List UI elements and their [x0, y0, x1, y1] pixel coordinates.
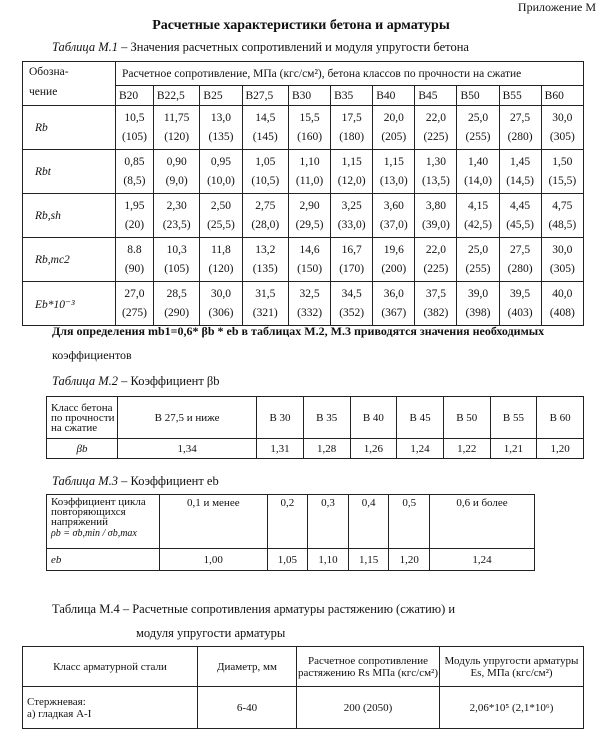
table3-caption-text: – Коэффициент eb — [118, 474, 219, 488]
table1-cell — [289, 282, 331, 326]
table2-value-7: 1,20 — [537, 439, 584, 459]
table3-value-3: 1,15 — [348, 549, 389, 571]
table4-head-3: Модуль упругости арматуры Es, МПа (кгс/см²) — [440, 647, 584, 687]
table1-cell-value: 10,5 — [124, 111, 145, 124]
table2-class-1: B 30 — [257, 397, 304, 439]
table1-cell — [373, 106, 415, 150]
table1-cell — [415, 106, 457, 150]
table1-cell-value-kgf: (290) — [164, 306, 190, 319]
table1-cell — [373, 282, 415, 326]
table4 — [22, 646, 584, 729]
table1-cell-value: 2,90 — [299, 199, 320, 212]
table1-cell-value: 1,40 — [467, 155, 489, 168]
table1-cell-value-kgf: (37,0) — [379, 218, 408, 231]
table2-caption-num: Таблица М.2 — [52, 374, 118, 388]
table1-cell-value: 22,0 — [425, 243, 446, 256]
table1-cell — [116, 282, 154, 326]
table3-col-5: 0,6 и более — [430, 495, 535, 549]
table3-value-4: 1,20 — [389, 549, 430, 571]
table1-cell-value: 16,7 — [341, 243, 362, 256]
table1-cell — [200, 150, 242, 194]
table1-cell-value-kgf: (398) — [465, 306, 491, 319]
table1-cell-value-kgf: (45,5) — [506, 218, 535, 231]
table1-cell-value-kgf: (180) — [339, 130, 365, 143]
table4-row-label-2: а) гладкая А-I — [27, 707, 92, 720]
table1-cell-value-kgf: (10,5) — [251, 174, 280, 187]
table1-cell — [541, 282, 583, 326]
table1-cell-value: 27,0 — [124, 287, 145, 300]
table2-caption — [52, 374, 220, 389]
table1-cell — [331, 150, 373, 194]
table2-value-3: 1,26 — [350, 439, 397, 459]
table1-cell-value-kgf: (48,5) — [548, 218, 577, 231]
table1-class-0: B20 — [116, 86, 154, 106]
table2-value-2: 1,28 — [303, 439, 350, 459]
table1-cell — [457, 238, 499, 282]
table2-row-label: βb — [47, 439, 118, 459]
table1-cell-value: 2,30 — [166, 199, 187, 212]
table1-cell-value: 1,45 — [510, 155, 531, 168]
table1-cell — [242, 238, 289, 282]
table1-cell — [289, 194, 331, 238]
table1-class-5: B35 — [331, 86, 373, 106]
table1-row-label: Rbt — [23, 150, 116, 194]
table3-caption-num: Таблица М.3 — [52, 474, 118, 488]
table1-row-label: Rb,mc2 — [23, 238, 116, 282]
table1-cell-value: 11,8 — [211, 243, 231, 256]
table1-cell — [499, 238, 541, 282]
table1-cell — [457, 150, 499, 194]
table3 — [46, 494, 535, 571]
table2-value-row — [47, 439, 584, 459]
table1-cell-value: 2,50 — [210, 199, 232, 212]
table1-cell — [541, 238, 583, 282]
table2-class-3: B 40 — [350, 397, 397, 439]
table4-caption-line2: модуля упругости арматуры — [136, 626, 286, 640]
table1-cell — [116, 238, 154, 282]
table1-row — [23, 194, 584, 238]
table2-value-5: 1,22 — [443, 439, 490, 459]
table2-class-7: B 60 — [537, 397, 584, 439]
table4-head-row — [23, 647, 584, 687]
table1-cell — [200, 238, 242, 282]
table1-caption-num: Таблица М.1 — [52, 40, 118, 54]
table1-cell-value-kgf: (11,0) — [295, 174, 324, 187]
table3-head-row — [47, 495, 535, 549]
table1-cell — [499, 150, 541, 194]
table1-cell-value: 14,5 — [255, 111, 276, 124]
table3-value-2: 1,10 — [308, 549, 349, 571]
table1-class-3: B27,5 — [242, 86, 289, 106]
table1-class-8: B50 — [457, 86, 499, 106]
table2-head-row — [47, 397, 584, 439]
table3-value-row — [47, 549, 535, 571]
table1-cell — [116, 194, 154, 238]
table1-cell — [331, 282, 373, 326]
table1-cell-value: 1,15 — [341, 155, 362, 168]
table1-cell-value: 17,5 — [341, 111, 362, 124]
table1-cell-value-kgf: (255) — [465, 262, 491, 275]
table1-cell-value: 40,0 — [552, 287, 573, 300]
table1-cell-value-kgf: (403) — [507, 306, 533, 319]
table4-head-1: Диаметр, мм — [198, 647, 297, 687]
table1-cell-value: 34,5 — [341, 287, 362, 300]
table1-cell — [457, 282, 499, 326]
table1-cell-value: 19,6 — [383, 243, 404, 256]
table3-col-3: 0,4 — [348, 495, 389, 549]
table1-cell-value-kgf: (25,5) — [207, 218, 235, 231]
table2-value-4: 1,24 — [397, 439, 444, 459]
table2-class-4: B 45 — [397, 397, 444, 439]
table1-cell-value: 4,15 — [467, 199, 489, 212]
table2-class-6: B 55 — [490, 397, 537, 439]
table1-cell — [457, 194, 499, 238]
table1-cell — [499, 194, 541, 238]
table3-col-1: 0,2 — [267, 495, 308, 549]
table1-cell — [242, 106, 289, 150]
table1-cell-value: 27,5 — [510, 243, 531, 256]
table1-class-6: B40 — [373, 86, 415, 106]
table1-cell — [153, 150, 200, 194]
table1-cell — [331, 238, 373, 282]
table1-cell-value: 27,5 — [510, 111, 531, 124]
table1-cell-value-kgf: (352) — [339, 306, 365, 319]
table1-cell-value: 1,05 — [255, 155, 276, 168]
table2-value-6: 1,21 — [490, 439, 537, 459]
table1-cell-value: 1,50 — [552, 155, 573, 168]
table1-cell-value-kgf: (28,0) — [251, 218, 280, 231]
table4-head-0: Класс арматурной стали — [23, 647, 198, 687]
table1-cell — [457, 106, 499, 150]
table1-row — [23, 150, 584, 194]
table3-row-label: eb — [47, 549, 160, 571]
table4-class-cell — [23, 687, 198, 729]
table1-cell-value-kgf: (105) — [121, 130, 147, 143]
table1-cell — [415, 238, 457, 282]
table1-cell-value-kgf: (255) — [465, 130, 491, 143]
page-title: Расчетные характеристики бетона и арматуры — [152, 18, 450, 33]
table1-cell-value-kgf: (280) — [507, 262, 533, 275]
table1-head-col1-line1: Обозна- — [29, 66, 69, 78]
table1-class-10: B60 — [541, 86, 583, 106]
table1-row — [23, 106, 584, 150]
table1-cell-value-kgf: (205) — [381, 130, 407, 143]
table1-class-9: B55 — [499, 86, 541, 106]
table1-head-col1 — [23, 62, 116, 106]
table1-cell-value-kgf: (20) — [124, 218, 145, 231]
table1-cell-value: 3,25 — [341, 199, 362, 212]
table1-cell-value-kgf: (367) — [381, 306, 407, 319]
table1-cell-value: 30,0 — [552, 111, 573, 124]
table1-cell-value: 25,0 — [467, 243, 489, 256]
table1-class-1: B22,5 — [153, 86, 200, 106]
table2-value-1: 1,31 — [257, 439, 304, 459]
table1-cell-value: 39,5 — [510, 287, 531, 300]
table1-cell-value-kgf: (23,5) — [162, 218, 191, 231]
table3-head-cell — [47, 495, 160, 549]
table1-cell — [242, 282, 289, 326]
table1-cell-value-kgf: (29,5) — [295, 218, 324, 231]
table3-value-1: 1,05 — [267, 549, 308, 571]
table1-cell-value: 3,60 — [383, 199, 404, 212]
table1-cell-value: 37,5 — [425, 287, 446, 300]
table4-row — [23, 687, 584, 729]
table2-value-0: 1,34 — [118, 439, 257, 459]
table2-class-2: B 35 — [303, 397, 350, 439]
table1-cell-value: 1,10 — [299, 155, 320, 168]
table1-row-label: Rb,sh — [23, 194, 116, 238]
table1-cell-value: 0,95 — [210, 155, 232, 168]
table2-class-5: B 50 — [443, 397, 490, 439]
table4-diameter: 6-40 — [198, 687, 297, 729]
table1-cell — [242, 150, 289, 194]
table3-value-0: 1,00 — [160, 549, 268, 571]
table1-cell-value-kgf: (382) — [423, 306, 449, 319]
table1-cell-value-kgf: (120) — [164, 130, 190, 143]
table1-cell-value: 0,90 — [166, 155, 187, 168]
table1-cell — [153, 106, 200, 150]
table1-cell-value-kgf: (9,0) — [165, 174, 188, 187]
table3-caption — [52, 474, 219, 489]
table1-cell-value-kgf: (280) — [507, 130, 533, 143]
table1-cell — [116, 106, 154, 150]
table1-class-4: B30 — [289, 86, 331, 106]
table1-cell — [200, 282, 242, 326]
table1-cell — [153, 282, 200, 326]
note-line1: Для определения mb1=0,6* βb * eb в таблицах М.2, М.3 приводятся значения необходимых — [52, 324, 545, 338]
table1-cell-value-kgf: (160) — [297, 130, 323, 143]
table1-cell-value: 36,0 — [383, 287, 404, 300]
table1-cell-value: 8.8 — [127, 243, 142, 256]
table1-cell — [153, 238, 200, 282]
table2 — [46, 396, 584, 459]
table1-cell — [153, 194, 200, 238]
table1 — [22, 61, 584, 326]
table1-cell — [415, 194, 457, 238]
table1-cell-value: 1,95 — [124, 199, 145, 212]
table1-cell-value-kgf: (200) — [381, 262, 407, 275]
table1-cell-value-kgf: (33,0) — [337, 218, 366, 231]
table1-cell-value: 28,5 — [166, 287, 187, 300]
table1-cell-value-kgf: (135) — [252, 262, 278, 275]
table1-cell-value-kgf: (10,0) — [207, 174, 235, 187]
appendix-label: Приложение М — [517, 0, 596, 14]
table1-cell-value-kgf: (135) — [208, 130, 234, 143]
table1-cell-value-kgf: (145) — [252, 130, 278, 143]
table1-cell — [116, 150, 154, 194]
table3-value-5: 1,24 — [430, 549, 535, 571]
table1-cell-value: 22,0 — [425, 111, 446, 124]
table1-cell-value-kgf: (321) — [252, 306, 278, 319]
table1-cell-value: 15,5 — [299, 111, 320, 124]
table1-cell-value: 39,0 — [467, 287, 489, 300]
table1-cell-value-kgf: (408) — [549, 306, 575, 319]
table1-cell — [200, 106, 242, 150]
table1-row-label: Rb — [23, 106, 116, 150]
table1-cell-value-kgf: (90) — [124, 262, 145, 275]
table1-cell-value-kgf: (225) — [423, 262, 449, 275]
table1-head-col1-line2: чение — [29, 86, 58, 98]
table1-cell — [373, 150, 415, 194]
table1-cell-value: 10,3 — [166, 243, 187, 256]
table1-cell — [415, 150, 457, 194]
table1-cell-value: 4,75 — [552, 199, 573, 212]
table1-cell — [499, 106, 541, 150]
table1-cell-value-kgf: (105) — [164, 262, 190, 275]
table4-head-2: Расчетное сопротивление растяжению Rs МПа (кгс/см²) — [297, 647, 440, 687]
table3-col-4: 0,5 — [389, 495, 430, 549]
table1-class-7: B45 — [415, 86, 457, 106]
table1-row — [23, 282, 584, 326]
table1-cell — [499, 282, 541, 326]
table1-cell-value: 2,75 — [255, 199, 276, 212]
table1-cell-value-kgf: (305) — [549, 130, 575, 143]
table1-cell-value-kgf: (225) — [423, 130, 449, 143]
table1-cell — [373, 238, 415, 282]
table1-cell-value-kgf: (332) — [297, 306, 323, 319]
table1-cell-value: 13,2 — [255, 243, 276, 256]
table1-cell-value: 30,0 — [552, 243, 573, 256]
table1-cell-value-kgf: (42,5) — [464, 218, 492, 231]
table2-class-0: B 27,5 и ниже — [118, 397, 257, 439]
table1-cell — [289, 238, 331, 282]
table1-cell-value: 14,6 — [299, 243, 320, 256]
table1-class-2: B25 — [200, 86, 242, 106]
table1-cell — [373, 194, 415, 238]
table1-cell-value-kgf: (8,5) — [123, 174, 146, 187]
table3-col-2: 0,3 — [308, 495, 349, 549]
table1-cell-value-kgf: (14,0) — [464, 174, 492, 187]
table1-cell-value-kgf: (14,5) — [506, 174, 535, 187]
table1-cell-value: 1,30 — [425, 155, 446, 168]
table1-cell-value: 0,85 — [124, 155, 145, 168]
table1-cell — [331, 194, 373, 238]
table1-cell — [289, 106, 331, 150]
table2-head-label: Класс бетона по прочности на сжатие — [47, 397, 118, 439]
table1-cell-value: 11,75 — [163, 111, 190, 124]
table1-cell-value-kgf: (15,5) — [548, 174, 577, 187]
table1-cell — [541, 194, 583, 238]
table1-cell — [289, 150, 331, 194]
table1-cell-value-kgf: (13,0) — [379, 174, 408, 187]
table1-cell-value-kgf: (150) — [297, 262, 323, 275]
table1-cell-value-kgf: (120) — [208, 262, 234, 275]
table1-row — [23, 238, 584, 282]
table1-cell-value: 20,0 — [383, 111, 404, 124]
table1-cell-value: 1,15 — [383, 155, 404, 168]
table1-cell — [331, 106, 373, 150]
table1-cell-value: 30,0 — [210, 287, 232, 300]
table1-head-main: Расчетное сопротивление, МПа (кгс/см²), бетона классов по прочности на сжатие — [116, 62, 584, 86]
table4-row-label-1: Стержневая: — [27, 695, 86, 708]
table4-modulus: 2,06*10⁵ (2,1*10⁶) — [440, 687, 584, 729]
table1-cell-value: 4,45 — [510, 199, 531, 212]
table1-cell-value-kgf: (13,5) — [422, 174, 450, 187]
table1-cell-value-kgf: (275) — [121, 306, 147, 319]
table3-head-label: Коэффициент цикла повторяющихся напряжений — [51, 496, 146, 528]
table4-caption-line1: Таблица М.4 – Расчетные сопротивления арматуры растяжению (сжатию) и — [52, 602, 456, 616]
table2-caption-text: – Коэффициент βb — [118, 374, 220, 388]
table1-caption-text: – Значения расчетных сопротивлений и модуля упругости бетона — [118, 40, 469, 54]
table1-cell-value-kgf: (39,0) — [422, 218, 450, 231]
table4-resistance: 200 (2050) — [297, 687, 440, 729]
table1-cell-value: 3,80 — [425, 199, 446, 212]
table1-cell-value: 13,0 — [210, 111, 232, 124]
table1-caption — [52, 40, 469, 55]
table1-cell-value: 31,5 — [255, 287, 276, 300]
table1-cell-value: 25,0 — [467, 111, 489, 124]
table3-head-formula: ρb = σb,min / σb,max — [51, 528, 137, 539]
table1-cell-value-kgf: (306) — [208, 306, 234, 319]
table3-col-0: 0,1 и менее — [160, 495, 268, 549]
table1-cell-value: 32,5 — [299, 287, 320, 300]
table1-cell-value-kgf: (305) — [549, 262, 575, 275]
table1-cell — [242, 194, 289, 238]
table1-cell — [415, 282, 457, 326]
table1-cell — [541, 150, 583, 194]
table1-cell-value-kgf: (12,0) — [337, 174, 366, 187]
table1-cell-value-kgf: (170) — [339, 262, 365, 275]
table1-cell — [200, 194, 242, 238]
table1-cell — [541, 106, 583, 150]
table1-row-label: Eb*10⁻³ — [23, 282, 116, 326]
note-line2: коэффициентов — [52, 348, 132, 362]
